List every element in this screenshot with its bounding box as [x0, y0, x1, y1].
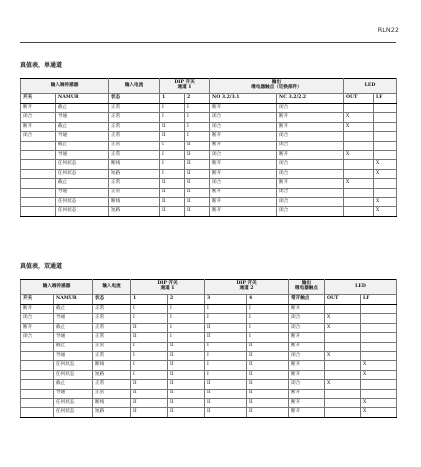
table-cell [21, 351, 54, 360]
table-cell: I [131, 370, 168, 379]
table-cell: II [168, 370, 205, 379]
table-cell: I [185, 113, 210, 122]
table-cell: 闭合 [210, 122, 277, 131]
table-row [21, 408, 397, 417]
table-cell: II [205, 333, 247, 342]
table-cell [21, 169, 56, 178]
table-cell: X [374, 160, 397, 169]
page-code: RLN22 [377, 26, 399, 34]
table-cell: 正常 [93, 323, 131, 332]
table-cell: 任何状态 [54, 370, 93, 379]
table-cell: 闭合 [21, 132, 56, 141]
column-header-cell: 1 [160, 94, 185, 104]
table-cell: I [247, 333, 289, 342]
table-cell: 正常 [109, 188, 160, 197]
table-cell [361, 342, 397, 351]
table-cell: 闭合 [277, 104, 344, 113]
column-header-cell: LF [374, 94, 397, 104]
table-cell: 闭合 [210, 150, 277, 159]
table-cell: X [374, 197, 397, 206]
table-cell: 断开 [289, 398, 325, 407]
table-cell: 短路 [93, 408, 131, 417]
table-cell: 闭合 [289, 380, 325, 389]
table-cell [21, 342, 54, 351]
table-cell [21, 380, 54, 389]
table-cell: 闭合 [289, 351, 325, 360]
table-cell: 截止 [54, 323, 93, 332]
table-row [21, 342, 397, 351]
table-cell: II [131, 408, 168, 417]
table-cell: II [205, 323, 247, 332]
table-cell: X [374, 169, 397, 178]
column-header-cell: 3 [205, 295, 247, 305]
table-cell: X [361, 361, 397, 370]
table-cell [325, 333, 361, 342]
table-cell: II [247, 380, 289, 389]
table-cell [21, 398, 54, 407]
table-cell: 任何状态 [54, 408, 93, 417]
table-row [21, 141, 397, 150]
table-cell: 正常 [109, 132, 160, 141]
group-header-cell: LED [344, 79, 397, 94]
table-row [21, 207, 397, 216]
table-cell: II [168, 408, 205, 417]
group-header-cell: DIP 开关 通道 1 [131, 280, 205, 295]
group-header-cell: DIP 开关 通道 1 [160, 79, 210, 94]
table-cell [325, 389, 361, 398]
table-cell: 正常 [93, 333, 131, 342]
table-cell: II [131, 380, 168, 389]
group-header-cell: LED [325, 280, 397, 295]
table-cell: II [185, 197, 210, 206]
table-cell: X [361, 398, 397, 407]
group-header-cell: 输入端传感器 [21, 79, 109, 94]
group-header-cell: 输入电流 [93, 280, 131, 295]
table-cell [21, 141, 56, 150]
table-cell: II [247, 408, 289, 417]
table-cell: 导通 [56, 132, 109, 141]
column-header-cell: 状态 [93, 295, 131, 305]
table-cell: 断开 [210, 197, 277, 206]
group-header-cell: 输入电流 [109, 79, 160, 94]
column-header-cell: OUT [325, 295, 361, 305]
table-cell: 闭合 [21, 333, 54, 342]
table-cell: II [160, 132, 185, 141]
table-cell: I [131, 305, 168, 314]
table-cell: II [247, 361, 289, 370]
table-cell: 导通 [54, 314, 93, 323]
table-row [21, 398, 397, 407]
table-cell [374, 122, 397, 131]
table-cell: 断线 [109, 160, 160, 169]
table-cell: I [160, 169, 185, 178]
table-cell: 断开 [210, 169, 277, 178]
table-cell [21, 188, 56, 197]
table-row [21, 333, 397, 342]
table-cell [21, 389, 54, 398]
table-cell: 短路 [109, 169, 160, 178]
group-header-cell: 输出 继电器触点（切换部件） [210, 79, 344, 94]
table-cell: 任何状态 [56, 169, 109, 178]
table-cell: 正常 [109, 179, 160, 188]
table-row [21, 380, 397, 389]
table-cell: 导通 [56, 150, 109, 159]
table-cell: II [160, 207, 185, 216]
table-cell [361, 351, 397, 360]
table-cell: I [205, 314, 247, 323]
column-header-cell: NAMUR [54, 295, 93, 305]
table-cell: II [131, 333, 168, 342]
table-cell: 截止 [56, 141, 109, 150]
table-cell [325, 398, 361, 407]
table-cell: 断开 [289, 333, 325, 342]
table-row [21, 197, 397, 206]
column-header-cell: 2 [185, 94, 210, 104]
table-cell: I [131, 314, 168, 323]
table-cell [374, 188, 397, 197]
table-cell: I [160, 113, 185, 122]
table-cell: II [131, 398, 168, 407]
table-row [21, 314, 397, 323]
table-cell: 断开 [289, 305, 325, 314]
table-cell: 断线 [109, 197, 160, 206]
table-cell [344, 141, 374, 150]
column-header-cell: NO 3.2/3.1 [210, 94, 277, 104]
table-cell [21, 179, 56, 188]
table-row [21, 323, 397, 332]
column-header-row [21, 295, 397, 305]
table-cell: 断线 [93, 361, 131, 370]
table-cell: 闭合 [21, 314, 54, 323]
table-cell [344, 160, 374, 169]
table-cell: II [247, 342, 289, 351]
table-cell: 导通 [56, 113, 109, 122]
table-cell: 断开 [21, 104, 56, 113]
table-row [21, 122, 397, 131]
table-row [21, 150, 397, 159]
table-cell [344, 197, 374, 206]
table-cell: 任何状态 [56, 160, 109, 169]
table-cell: II [185, 160, 210, 169]
table-cell: 闭合 [277, 197, 344, 206]
table-cell: 断开 [210, 104, 277, 113]
table-cell: I [168, 333, 205, 342]
table-cell: 截止 [56, 122, 109, 131]
column-header-cell: 4 [247, 295, 289, 305]
table-cell [325, 370, 361, 379]
table-cell: II [160, 197, 185, 206]
table-cell: II [185, 179, 210, 188]
table-cell: 短路 [93, 370, 131, 379]
table-cell: II [160, 122, 185, 131]
table-cell: II [205, 389, 247, 398]
table-cell [344, 169, 374, 178]
table-cell: X [344, 122, 374, 131]
table-row [21, 188, 397, 197]
table-row [21, 132, 397, 141]
group-header-cell: DIP 开关 通道 2 [205, 280, 289, 295]
table-cell [325, 361, 361, 370]
table-cell: X [325, 314, 361, 323]
table-cell [374, 132, 397, 141]
table-cell: II [247, 398, 289, 407]
table-cell: I [185, 122, 210, 131]
table-cell: II [131, 323, 168, 332]
table-cell: 导通 [54, 333, 93, 342]
table-cell: II [205, 380, 247, 389]
table-cell [325, 342, 361, 351]
table-cell: X [361, 408, 397, 417]
table-cell [344, 207, 374, 216]
table-cell: II [185, 169, 210, 178]
table-cell: I [205, 361, 247, 370]
table-cell: II [205, 398, 247, 407]
table-cell: 短路 [109, 207, 160, 216]
table-cell: 截止 [54, 305, 93, 314]
table-cell: II [168, 398, 205, 407]
table-cell: II [247, 370, 289, 379]
table-cell: 闭合 [277, 141, 344, 150]
table-cell: II [185, 188, 210, 197]
table-cell [21, 370, 54, 379]
table-cell: 任何状态 [54, 361, 93, 370]
table-cell: X [361, 370, 397, 379]
table-cell: I [160, 104, 185, 113]
table-row [21, 351, 397, 360]
table-cell: 断开 [21, 122, 56, 131]
group-header-row [21, 280, 397, 295]
table-cell: 断开 [210, 141, 277, 150]
table-cell: II [168, 389, 205, 398]
table-cell: 断线 [93, 398, 131, 407]
table-cell: X [325, 323, 361, 332]
table-cell [21, 361, 54, 370]
table-cell: 截止 [54, 342, 93, 351]
table-cell: I [205, 370, 247, 379]
column-header-cell: NAMUR [56, 94, 109, 104]
table-cell: 正常 [93, 389, 131, 398]
table-cell: X [374, 207, 397, 216]
table-cell [344, 188, 374, 197]
table-cell: II [160, 188, 185, 197]
column-header-cell: 1 [131, 295, 168, 305]
table-cell: 断开 [289, 370, 325, 379]
table-cell: II [185, 207, 210, 216]
table-cell: II [247, 351, 289, 360]
header-rule [20, 42, 396, 43]
column-header-cell: LF [361, 295, 397, 305]
table-cell: 正常 [93, 342, 131, 351]
table-cell [21, 207, 56, 216]
table-row [21, 113, 397, 122]
table-cell: II [168, 342, 205, 351]
table-cell: I [205, 351, 247, 360]
table-row [21, 370, 397, 379]
table-cell [374, 179, 397, 188]
table-cell: II [185, 141, 210, 150]
table-cell: I [160, 150, 185, 159]
table-cell [374, 113, 397, 122]
truth-table-dual-channel [20, 279, 397, 418]
table-cell: 断开 [277, 122, 344, 131]
table-cell: I [247, 323, 289, 332]
table-cell: 闭合 [289, 323, 325, 332]
table-cell: 正常 [109, 122, 160, 131]
column-header-cell: 2 [168, 295, 205, 305]
table-cell: 断开 [289, 408, 325, 417]
table-cell: 断开 [277, 113, 344, 122]
table-cell: II [131, 389, 168, 398]
table-cell: 断开 [21, 323, 54, 332]
group-header-cell: 输出 继电器触点 [289, 280, 325, 295]
table-cell: I [205, 305, 247, 314]
table-cell [21, 150, 56, 159]
table-cell: 正常 [109, 104, 160, 113]
table-cell: 正常 [93, 305, 131, 314]
table-cell: I [247, 305, 289, 314]
table-row [21, 169, 397, 178]
column-header-row [21, 94, 397, 104]
table-cell: X [325, 380, 361, 389]
table-cell: 导通 [54, 351, 93, 360]
table-cell: X [344, 150, 374, 159]
table-cell: 闭合 [277, 132, 344, 141]
table-cell [21, 197, 56, 206]
table-row [21, 305, 397, 314]
column-header-cell: 状态 [109, 94, 160, 104]
table-cell: I [131, 361, 168, 370]
table-cell [325, 305, 361, 314]
table-cell [325, 408, 361, 417]
table-cell: 截止 [56, 179, 109, 188]
table-cell [21, 160, 56, 169]
table-cell: 正常 [109, 150, 160, 159]
table-cell: 断开 [289, 361, 325, 370]
table-row [21, 104, 397, 113]
table-cell: I [160, 160, 185, 169]
table-cell [344, 104, 374, 113]
table-cell: 断开 [277, 150, 344, 159]
column-header-cell: OUT [344, 94, 374, 104]
table-cell [344, 132, 374, 141]
table-cell: 断开 [21, 305, 54, 314]
table-cell: I [168, 305, 205, 314]
table-cell: 闭合 [21, 113, 56, 122]
table-cell: I [168, 314, 205, 323]
table-cell: X [344, 179, 374, 188]
table-cell: 导通 [56, 188, 109, 197]
table-cell: 正常 [93, 351, 131, 360]
table-cell: I [160, 141, 185, 150]
group-header-row [21, 79, 397, 94]
table-cell: 断开 [289, 389, 325, 398]
table-cell: 任何状态 [56, 207, 109, 216]
table-cell: II [168, 380, 205, 389]
table-cell [374, 150, 397, 159]
table-row [21, 179, 397, 188]
table-cell [361, 389, 397, 398]
table-cell [374, 104, 397, 113]
table-cell: 断开 [210, 207, 277, 216]
table-cell: 任何状态 [54, 398, 93, 407]
table-cell [361, 305, 397, 314]
table-cell: I [185, 132, 210, 141]
table-cell: X [344, 113, 374, 122]
table-cell: 任何状态 [56, 197, 109, 206]
table-cell: I [168, 323, 205, 332]
truth-table-single-channel [20, 78, 397, 217]
table-cell: 断开 [210, 132, 277, 141]
table-cell [361, 380, 397, 389]
table-cell: II [247, 389, 289, 398]
table-cell [361, 314, 397, 323]
table-cell: II [168, 351, 205, 360]
table-cell: 正常 [93, 380, 131, 389]
table-cell: 正常 [93, 314, 131, 323]
table-cell: 截止 [56, 104, 109, 113]
table-row [21, 361, 397, 370]
table-cell [21, 408, 54, 417]
table-cell: 闭合 [289, 314, 325, 323]
table-cell: 断开 [289, 342, 325, 351]
table1-title: 真值表，单通道 [20, 62, 63, 69]
table-cell: 闭合 [277, 169, 344, 178]
table-cell: 闭合 [277, 160, 344, 169]
table-cell: I [185, 104, 210, 113]
table-cell: II [185, 150, 210, 159]
column-header-cell: 开关 [21, 295, 54, 305]
table-cell: 正常 [109, 113, 160, 122]
table-cell: II [160, 179, 185, 188]
table-cell: II [205, 408, 247, 417]
table-cell: 断开 [277, 179, 344, 188]
table-row [21, 160, 397, 169]
table-cell [374, 141, 397, 150]
table-cell: 断开 [210, 160, 277, 169]
table-cell [361, 333, 397, 342]
table-cell: 闭合 [277, 207, 344, 216]
table-cell: I [131, 351, 168, 360]
table-cell [361, 323, 397, 332]
table-cell: 截止 [54, 380, 93, 389]
column-header-cell: 开关 [21, 94, 56, 104]
table-cell: 闭合 [210, 113, 277, 122]
table2-title: 真值表，双通道 [20, 263, 63, 270]
table-cell: 断开 [210, 188, 277, 197]
group-header-cell: 输入端传感器 [21, 280, 93, 295]
column-header-cell: 常开触点 [289, 295, 325, 305]
table-cell: II [168, 361, 205, 370]
table-cell: I [131, 342, 168, 351]
table-cell: 导通 [54, 389, 93, 398]
table-cell: I [247, 314, 289, 323]
table-cell: 闭合 [210, 179, 277, 188]
table-cell: X [325, 351, 361, 360]
table-row [21, 389, 397, 398]
table-cell: 正常 [109, 141, 160, 150]
table-cell: 闭合 [277, 188, 344, 197]
table-cell: I [205, 342, 247, 351]
column-header-cell: NC 3.2/2.2 [277, 94, 344, 104]
